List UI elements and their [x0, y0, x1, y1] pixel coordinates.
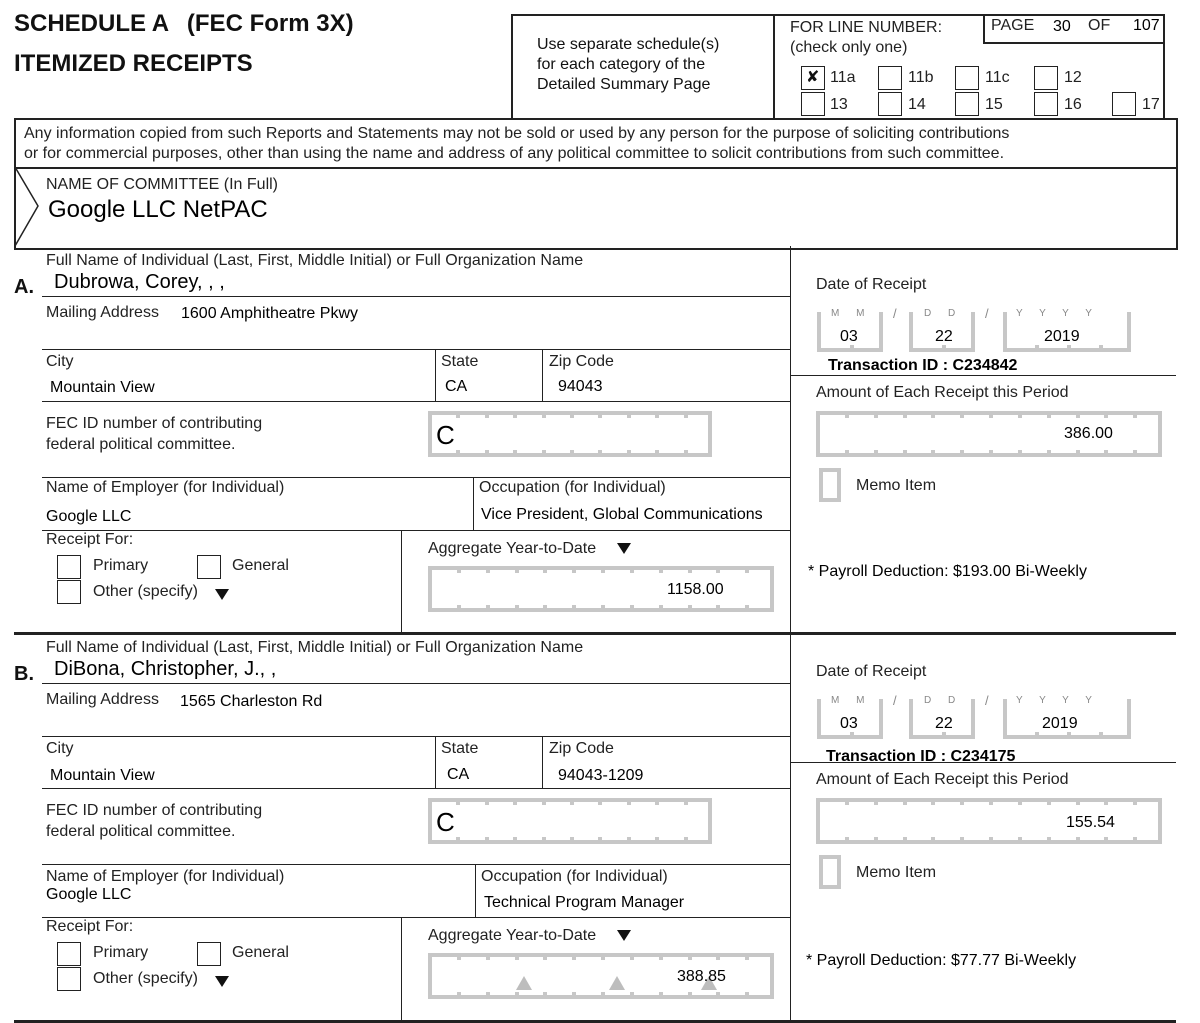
tick-mark: [601, 992, 605, 999]
notice-text: Any information copied from such Reports and Statements may not be sold or used by any person for the purpose of soliciting contributions or for commercial purposes, other than using the name and address of any political committee to solicit contributions from such committee.: [24, 125, 1010, 162]
tick-mark: [627, 450, 631, 457]
tick-mark: [572, 566, 576, 573]
page-label: PAGE: [991, 17, 1035, 34]
tick-mark: [543, 566, 547, 573]
tick-mark: [456, 837, 460, 844]
tick-mark: [1018, 798, 1022, 805]
tick-mark: [655, 450, 659, 457]
tick-mark: [515, 605, 519, 612]
tick-mark: [845, 798, 849, 805]
tick-mark: [601, 605, 605, 612]
tick-mark: [485, 450, 489, 457]
zip-field[interactable]: 94043: [558, 378, 603, 395]
title-form-number: (FEC Form 3X): [186, 10, 354, 37]
tick-mark: [903, 798, 907, 805]
tick-mark: [486, 992, 490, 999]
tick-mark: [931, 798, 935, 805]
tick-mark: [515, 953, 519, 960]
tick-mark: [989, 411, 993, 418]
line-16-checkbox[interactable]: [1034, 92, 1058, 116]
tick-mark: [1047, 798, 1051, 805]
date-month: 03: [840, 328, 858, 345]
tick-mark: [688, 605, 692, 612]
tick-mark: [931, 450, 935, 457]
tick-mark: [845, 450, 849, 457]
tick-mark: [543, 992, 547, 999]
date-day: 22: [935, 715, 953, 732]
tick-mark: [598, 411, 602, 418]
amount-value: 386.00: [1064, 425, 1113, 442]
tick-mark: [716, 992, 720, 999]
comma-marker-icon: [609, 976, 625, 990]
tick-mark: [903, 837, 907, 844]
aggregate-value: 388.85: [677, 968, 726, 985]
page-number: 30: [1053, 18, 1071, 35]
other-arrow-icon: [215, 589, 229, 600]
tick-mark: [486, 566, 490, 573]
tick-mark: [598, 837, 602, 844]
tick-mark: [960, 798, 964, 805]
tick-mark: [456, 411, 460, 418]
tick-mark: [513, 450, 517, 457]
tick-mark: [1018, 837, 1022, 844]
mailing-address[interactable]: 1565 Charleston Rd: [180, 693, 323, 710]
tick-mark: [659, 953, 663, 960]
payroll-note: * Payroll Deduction: $193.00 Bi-Weekly: [808, 563, 1087, 580]
tick-mark: [1076, 798, 1080, 805]
tick-mark: [1099, 732, 1103, 739]
tick-mark: [630, 605, 634, 612]
tick-mark: [659, 992, 663, 999]
tick-mark: [570, 450, 574, 457]
tick-mark: [989, 837, 993, 844]
tick-mark: [542, 411, 546, 418]
date-year: 2019: [1044, 328, 1080, 345]
tick-mark: [716, 953, 720, 960]
fec-id-prefix: C: [436, 420, 455, 450]
tick-mark: [874, 450, 878, 457]
tick-mark: [874, 798, 878, 805]
tick-mark: [486, 605, 490, 612]
tick-mark: [485, 411, 489, 418]
employer-field[interactable]: Google LLC: [46, 886, 132, 903]
line-11c-checkbox[interactable]: [955, 66, 979, 90]
title-schedule: SCHEDULE A: [14, 10, 169, 37]
tick-mark: [745, 992, 749, 999]
state-field[interactable]: CA: [447, 766, 470, 783]
tick-mark: [513, 411, 517, 418]
tick-mark: [1133, 837, 1137, 844]
comma-marker-icon: [516, 976, 532, 990]
tick-mark: [1018, 411, 1022, 418]
tick-mark: [572, 992, 576, 999]
line-12-checkbox[interactable]: [1034, 66, 1058, 90]
tick-mark: [543, 953, 547, 960]
page-total: 107: [1133, 17, 1160, 34]
tick-mark: [598, 450, 602, 457]
tick-mark: [598, 798, 602, 805]
mailing-address[interactable]: 1600 Amphitheatre Pkwy: [181, 305, 358, 322]
tick-mark: [960, 450, 964, 457]
employer-field[interactable]: Google LLC: [46, 508, 132, 525]
line-11a-checkbox[interactable]: [801, 66, 825, 90]
tick-mark: [850, 732, 854, 739]
tick-mark: [1076, 411, 1080, 418]
city-field[interactable]: Mountain View: [50, 767, 155, 784]
tick-mark: [960, 411, 964, 418]
tick-mark: [688, 953, 692, 960]
form-title: [14, 10, 354, 38]
tick-mark: [745, 953, 749, 960]
check-mark: ✘: [806, 67, 820, 86]
line-14-checkbox[interactable]: [878, 92, 902, 116]
tick-mark: [942, 345, 946, 352]
tick-mark: [684, 837, 688, 844]
tick-mark: [931, 411, 935, 418]
tick-mark: [1104, 411, 1108, 418]
tick-mark: [1133, 411, 1137, 418]
contributor-name[interactable]: Dubrowa, Corey, , ,: [54, 271, 225, 293]
general-checkbox[interactable]: [197, 555, 221, 579]
tick-mark: [543, 605, 547, 612]
occupation-field[interactable]: Vice President, Global Communications: [481, 506, 763, 523]
tick-mark: [542, 837, 546, 844]
aggregate-arrow-icon: [617, 930, 631, 941]
tick-mark: [1099, 345, 1103, 352]
tick-mark: [601, 566, 605, 573]
tick-mark: [903, 450, 907, 457]
tick-mark: [688, 566, 692, 573]
amount-value: 155.54: [1066, 814, 1115, 831]
form-subtitle: ITEMIZED RECEIPTS: [14, 50, 253, 77]
aggregate-arrow-icon: [617, 543, 631, 554]
tick-mark: [659, 605, 663, 612]
line-15-checkbox[interactable]: [955, 92, 979, 116]
tick-mark: [1133, 450, 1137, 457]
tick-mark: [655, 837, 659, 844]
tick-mark: [1076, 450, 1080, 457]
committee-label: NAME OF COMMITTEE (In Full): [46, 176, 278, 193]
tick-mark: [688, 992, 692, 999]
tick-mark: [684, 411, 688, 418]
tick-mark: [1067, 345, 1071, 352]
tick-mark: [513, 798, 517, 805]
fec-id-prefix: C: [436, 807, 455, 837]
tick-mark: [601, 953, 605, 960]
tick-mark: [570, 411, 574, 418]
tick-mark: [1133, 798, 1137, 805]
of-label: OF: [1088, 17, 1111, 34]
tick-mark: [960, 837, 964, 844]
tick-mark: [572, 605, 576, 612]
tick-mark: [486, 953, 490, 960]
entry-letter: B.: [14, 663, 34, 685]
tick-mark: [716, 605, 720, 612]
tick-mark: [655, 798, 659, 805]
transaction-id: Transaction ID : C234175: [826, 748, 1016, 765]
tick-mark: [457, 605, 461, 612]
tick-mark: [1035, 732, 1039, 739]
check-one-label: (check only one): [790, 39, 908, 56]
tick-mark: [456, 798, 460, 805]
tick-mark: [1047, 450, 1051, 457]
tick-mark: [942, 732, 946, 739]
tick-mark: [684, 450, 688, 457]
tick-mark: [684, 798, 688, 805]
line-11b-checkbox[interactable]: [878, 66, 902, 90]
tick-mark: [630, 953, 634, 960]
entry-letter: A.: [14, 276, 34, 298]
tick-mark: [655, 411, 659, 418]
date-year: 2019: [1042, 715, 1078, 732]
other-arrow-icon: [215, 976, 229, 987]
tick-mark: [931, 837, 935, 844]
tick-mark: [457, 992, 461, 999]
zip-field[interactable]: 94043-1209: [558, 767, 644, 784]
for-line-number-label: FOR LINE NUMBER:: [790, 19, 943, 36]
tick-mark: [850, 345, 854, 352]
memo-item-checkbox[interactable]: [819, 468, 841, 502]
transaction-id: Transaction ID : C234842: [828, 357, 1018, 374]
aggregate-value: 1158.00: [667, 581, 724, 598]
instructions-text: Use separate schedule(s) for each category of the Detailed Summary Page: [537, 36, 720, 93]
tick-mark: [745, 605, 749, 612]
contributor-name[interactable]: DiBona, Christopher, J., ,: [54, 658, 277, 680]
tick-mark: [989, 450, 993, 457]
tick-mark: [513, 837, 517, 844]
tick-mark: [1035, 345, 1039, 352]
general-checkbox[interactable]: [197, 942, 221, 966]
tick-mark: [716, 566, 720, 573]
tick-mark: [485, 798, 489, 805]
tick-mark: [515, 992, 519, 999]
primary-checkbox[interactable]: [57, 555, 81, 579]
primary-checkbox[interactable]: [57, 942, 81, 966]
tick-mark: [630, 992, 634, 999]
tick-mark: [1104, 798, 1108, 805]
line-17-checkbox[interactable]: [1112, 92, 1136, 116]
tick-mark: [457, 566, 461, 573]
tick-mark: [1104, 837, 1108, 844]
tick-mark: [989, 798, 993, 805]
tick-mark: [745, 566, 749, 573]
tick-mark: [542, 450, 546, 457]
tick-mark: [485, 837, 489, 844]
date-month: 03: [840, 715, 858, 732]
tick-mark: [1047, 837, 1051, 844]
committee-arrow-icon: [14, 167, 44, 247]
tick-mark: [1047, 411, 1051, 418]
date-day: 22: [935, 328, 953, 345]
memo-item-checkbox[interactable]: [819, 855, 841, 889]
tick-mark: [627, 411, 631, 418]
tick-mark: [874, 411, 878, 418]
tick-mark: [627, 837, 631, 844]
tick-mark: [515, 566, 519, 573]
line-13-checkbox[interactable]: [801, 92, 825, 116]
tick-mark: [1067, 732, 1071, 739]
state-field[interactable]: CA: [445, 378, 468, 395]
tick-mark: [572, 953, 576, 960]
tick-mark: [874, 837, 878, 844]
committee-name: Google LLC NetPAC: [48, 196, 268, 223]
tick-mark: [659, 566, 663, 573]
tick-mark: [542, 798, 546, 805]
tick-mark: [1076, 837, 1080, 844]
tick-mark: [627, 798, 631, 805]
tick-mark: [903, 411, 907, 418]
payroll-note: * Payroll Deduction: $77.77 Bi-Weekly: [806, 952, 1077, 969]
occupation-field[interactable]: Technical Program Manager: [484, 894, 685, 911]
tick-mark: [1104, 450, 1108, 457]
tick-mark: [570, 798, 574, 805]
other-checkbox[interactable]: [57, 580, 81, 604]
tick-mark: [1018, 450, 1022, 457]
tick-mark: [630, 566, 634, 573]
tick-mark: [845, 411, 849, 418]
other-checkbox[interactable]: [57, 967, 81, 991]
tick-mark: [456, 450, 460, 457]
city-field[interactable]: Mountain View: [50, 379, 155, 396]
tick-mark: [845, 837, 849, 844]
tick-mark: [570, 837, 574, 844]
tick-mark: [457, 953, 461, 960]
